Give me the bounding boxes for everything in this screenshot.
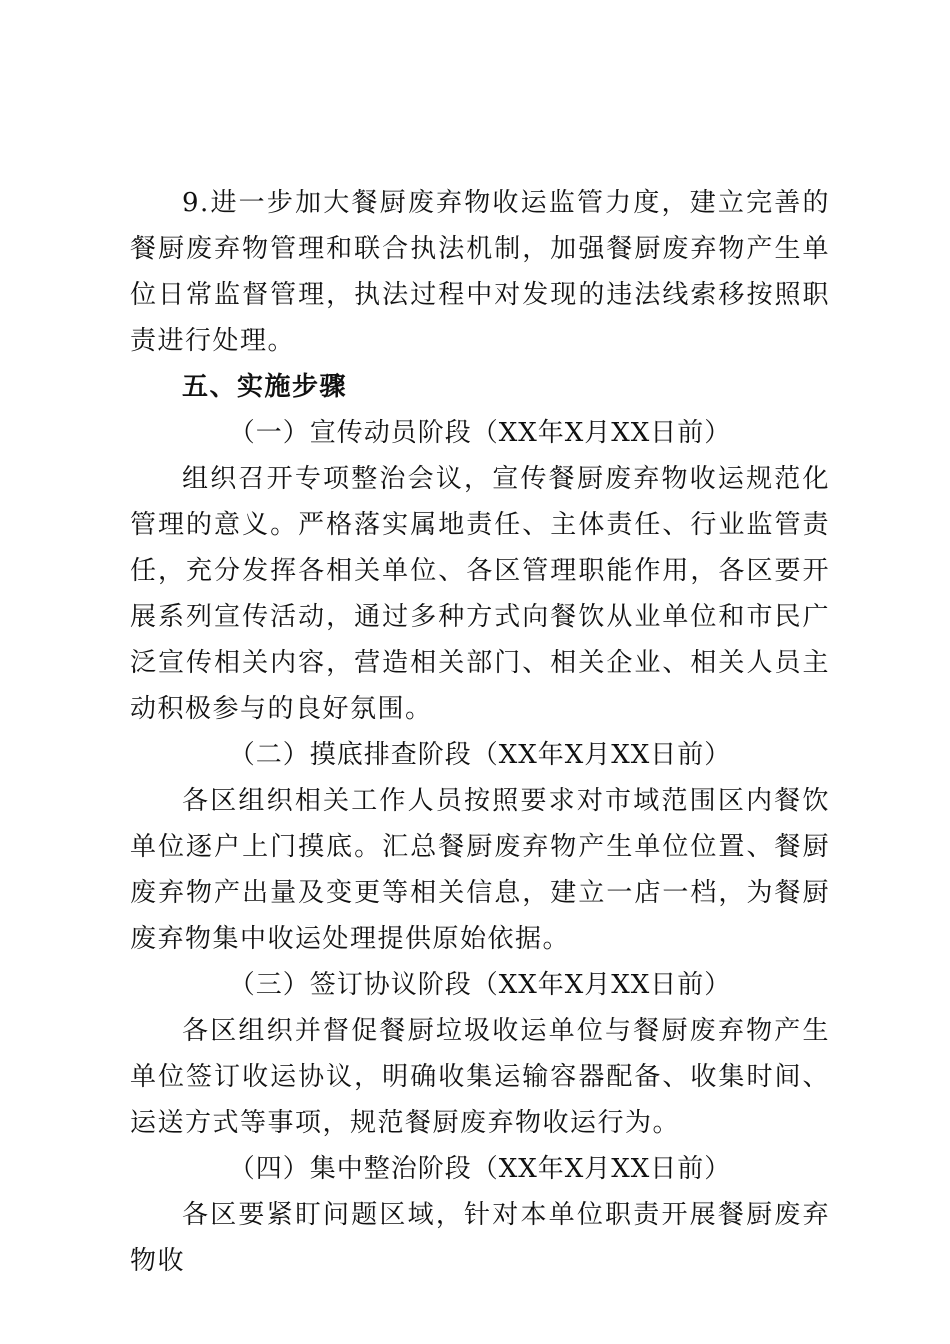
subheading-agreement-stage: （三）签订协议阶段（XX年X月XX日前） [228,970,732,1000]
section-heading-implementation-steps: 五、实施步骤 [182,372,348,402]
subheading-publicity-stage: （一）宣传动员阶段（XX年X月XX日前） [228,418,732,448]
paragraph-publicity-stage: 组织召开专项整治会议，宣传餐厨废弃物收运规范化管理的意义。严格落实属地责任、主体责任、行业监管责任，充分发挥各相关单位、各区管理职能作用，各区要开展系列宣传活动，通过多种方式向餐饮从业单位和市民广泛宣传相关内容，营造相关部门、相关企业、相关人员主动积极参与的良好氛围。 [130,464,830,724]
paragraph-survey-stage: 各区组织相关工作人员按照要求对市域范围区内餐饮单位逐户上门摸底。汇总餐厨废弃物产生单位位置、餐厨废弃物产出量及变更等相关信息，建立一店一档，为餐厨废弃物集中收运处理提供原始依据。 [130,786,830,954]
document-body [130,180,830,1284]
paragraph-item-9: 9.进一步加大餐厨废弃物收运监管力度，建立完善的餐厨废弃物管理和联合执法机制，加强餐厨废弃物产生单位日常监督管理，执法过程中对发现的违法线索移按照职责进行处理。 [130,188,830,356]
subheading-survey-stage: （二）摸底排查阶段（XX年X月XX日前） [228,740,732,770]
subheading-rectification-stage: （四）集中整治阶段（XX年X月XX日前） [228,1154,732,1184]
paragraph-agreement-stage: 各区组织并督促餐厨垃圾收运单位与餐厨废弃物产生单位签订收运协议，明确收集运输容器配备、收集时间、运送方式等事项，规范餐厨废弃物收运行为。 [130,1016,830,1138]
paragraph-rectification-stage: 各区要紧盯问题区域，针对本单位职责开展餐厨废弃物收 [130,1200,830,1276]
